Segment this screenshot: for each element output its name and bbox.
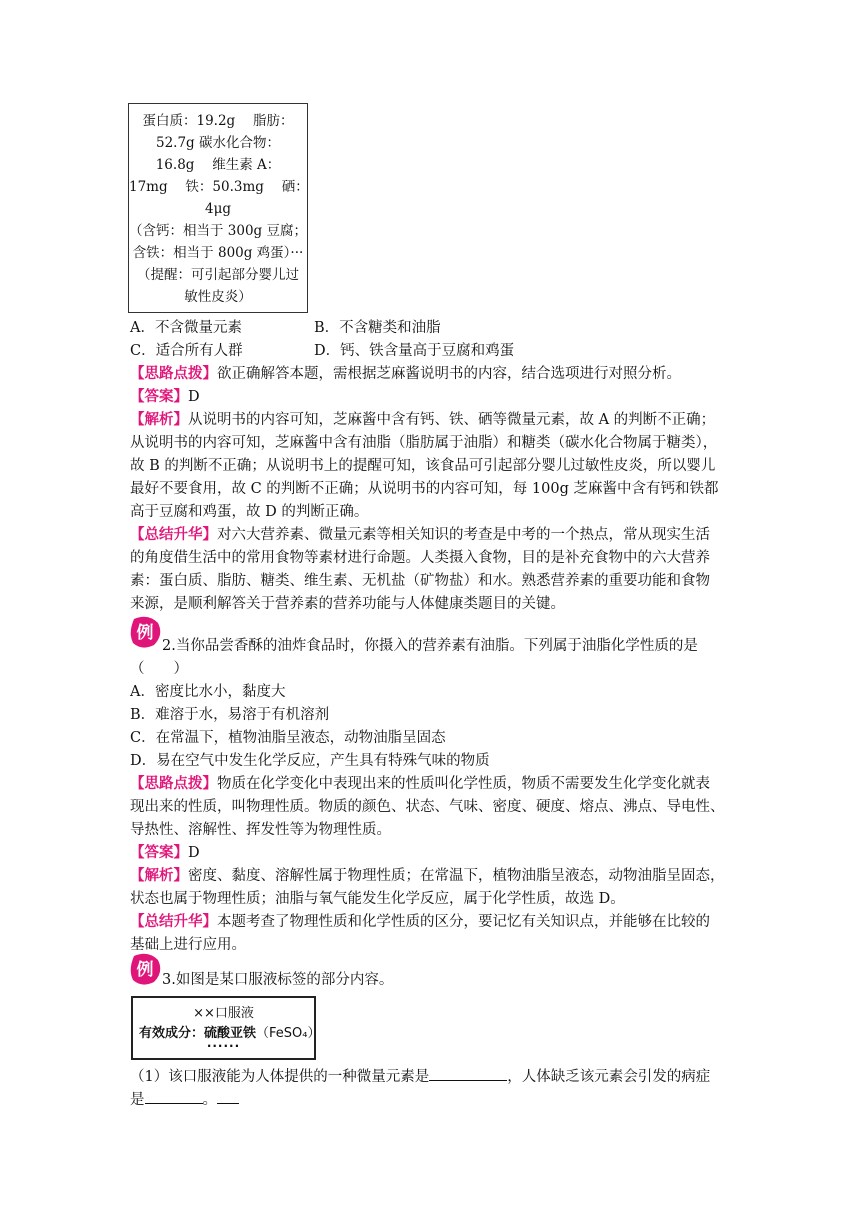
label-formula: （FeSO₄） (256, 1026, 321, 1041)
example-badge-text: 例 (136, 960, 154, 980)
q2-hint-line (130, 773, 710, 795)
q1-answer (130, 386, 200, 408)
q2-hint-line: 导热性、溶解性、挥发性等为物理性质。 (130, 822, 391, 838)
q2-option-c: C．在常温下，植物油脂呈液态，动物油脂呈固态 (130, 730, 446, 746)
nutrition-line: 敏性皮炎） (184, 289, 252, 305)
label-title: ××口服液 (193, 1006, 254, 1021)
q3-sub1-text: （1）该口服液能为人体提供的一种微量元素是 (130, 1069, 430, 1085)
q2-hint-line: 现出来的性质，叫物理性质。物质的颜色、状态、气味、密度、硬度、熔点、沸点、导电性、 (130, 799, 725, 815)
example-badge-icon (128, 615, 162, 649)
nutrition-line: 含铁：相当于 800g 鸡蛋）··· (132, 245, 304, 261)
analysis-text: 从说明书的内容可知，芝麻酱中含有钙、铁、硒等微量元素，故 A 的判断不正确； (188, 412, 716, 428)
nutrition-line: 17mg 铁：50.3mg 硒： (129, 179, 309, 195)
hint-text: 物质在化学变化中表现出来的性质叫化学性质，物质不需要发生化学变化就表 (217, 776, 710, 792)
q2-summary-line (130, 911, 710, 933)
q2-stem: 2.当你品尝香酥的油炸食品时，你摄入的营养素有油脂。下列属于油脂化学性质的是 (162, 638, 698, 654)
q2-summary-line: 基础上进行应用。 (130, 937, 246, 953)
q1-analysis-line: 故 B 的判断不正确；从说明书上的提醒可知，该食品可引起部分婴儿过敏性皮炎，所以婴儿 (130, 458, 716, 474)
analysis-text: 密度、黏度、溶解性属于物理性质；在常温下，植物油脂呈液态，动物油脂呈固态， (188, 868, 725, 884)
q1-summary-line: 素：蛋白质、脂肪、糖类、维生素、无机盐（矿物盐）和水。熟悉营养素的重要功能和食物 (130, 573, 710, 589)
q1-analysis-line: 从说明书的内容可知，芝麻酱中含有油脂（脂肪属于油脂）和糖类（碳水化合物属于糖类）， (130, 435, 718, 451)
q3-sub1-line (130, 1065, 710, 1088)
summary-text: 对六大营养素、微量元素等相关知识的考查是中考的一个热点，常从现实生活 (217, 527, 710, 543)
q1-analysis-line (130, 409, 715, 431)
analysis-tag: 【解析】 (130, 411, 188, 428)
answer-blank[interactable] (429, 1065, 507, 1081)
q2-paren: （ ） (130, 661, 188, 677)
q3-sub1-text: ，人体缺乏该元素会引发的病症 (507, 1069, 711, 1085)
summary-tag: 【总结升华】 (130, 526, 217, 543)
q1-analysis-line: 高于豆腐和鸡蛋，故 D 的判断正确。 (130, 504, 369, 520)
nutrition-line: 蛋白质：19.2g 脂肪： (142, 113, 294, 129)
q2-analysis-line: 状态也属于物理性质；油脂与氧气能发生化学反应，属于化学性质，故选 D。 (130, 891, 625, 907)
trailing-blank (217, 1088, 239, 1104)
analysis-tag: 【解析】 (130, 867, 188, 884)
q2-option-d: D．易在空气中发生化学反应，产生具有特殊气味的物质 (130, 753, 490, 769)
q1-hint (130, 363, 681, 385)
q1-option-d: D．钙、铁含量高于豆腐和鸡蛋 (314, 343, 515, 359)
q1-summary-line (130, 524, 710, 546)
q1-analysis-line: 最好不要食用，故 C 的判断不正确；从说明书的内容可知，每 100g 芝麻酱中含有钙和铁都 (130, 481, 719, 497)
label-ingredient-name: 硫酸亚铁 (204, 1026, 257, 1041)
summary-tag: 【总结升华】 (130, 913, 217, 930)
oral-liquid-label-box (131, 996, 321, 1060)
q2-answer (130, 842, 200, 864)
nutrition-line: 4μg (204, 201, 231, 217)
hint-tag: 【思路点拨】 (130, 775, 217, 792)
example-badge-text: 例 (136, 623, 154, 643)
label-dots: ······ (206, 1039, 241, 1053)
nutrition-label-box (128, 103, 308, 313)
nutrition-line: 16.8g 维生素 A： (155, 157, 281, 173)
hint-text: 欲正确解答本题，需根据芝麻酱说明书的内容，结合选项进行对照分析。 (217, 366, 681, 382)
nutrition-line: （提醒：可引起部分婴儿过 (137, 267, 299, 283)
answer-text: D (188, 389, 200, 405)
q1-option-b: B．不含糖类和油脂 (314, 320, 441, 336)
label-ingredient-prefix: 有效成分： (139, 1026, 205, 1041)
q2-option-b: B．难溶于水，易溶于有机溶剂 (130, 707, 330, 723)
answer-blank[interactable] (145, 1088, 203, 1104)
q1-option-c: C．适合所有人群 (130, 343, 243, 359)
answer-tag: 【答案】 (130, 388, 188, 405)
q2-option-a: A．密度比水小，黏度大 (130, 684, 286, 700)
hint-tag: 【思路点拨】 (130, 365, 217, 382)
q1-option-a: A．不含微量元素 (130, 320, 242, 336)
q3-sub1-text: 。 (202, 1092, 217, 1108)
q2-analysis-line (130, 865, 725, 887)
summary-text: 本题考查了物理性质和化学性质的区分，要记忆有关知识点，并能够在比较的 (217, 914, 710, 930)
q3-sub1-line (130, 1088, 239, 1111)
q1-summary-line: 来源，是顺利解答关于营养素的营养功能与人体健康类题目的关键。 (130, 596, 565, 612)
q1-summary-line: 的角度借生活中的常用食物等素材进行命题。人类摄入食物，目的是补充食物中的六大营养 (130, 550, 710, 566)
answer-tag: 【答案】 (130, 844, 188, 861)
nutrition-line: 52.7g 碳水化合物： (156, 135, 280, 151)
answer-text: D (188, 845, 200, 861)
q3-sub1-text: 是 (130, 1092, 145, 1108)
example-badge-icon (128, 952, 162, 986)
nutrition-line: （含钙：相当于 300g 豆腐； (129, 223, 307, 239)
q3-stem: 3.如图是某口服液标签的部分内容。 (162, 972, 394, 988)
